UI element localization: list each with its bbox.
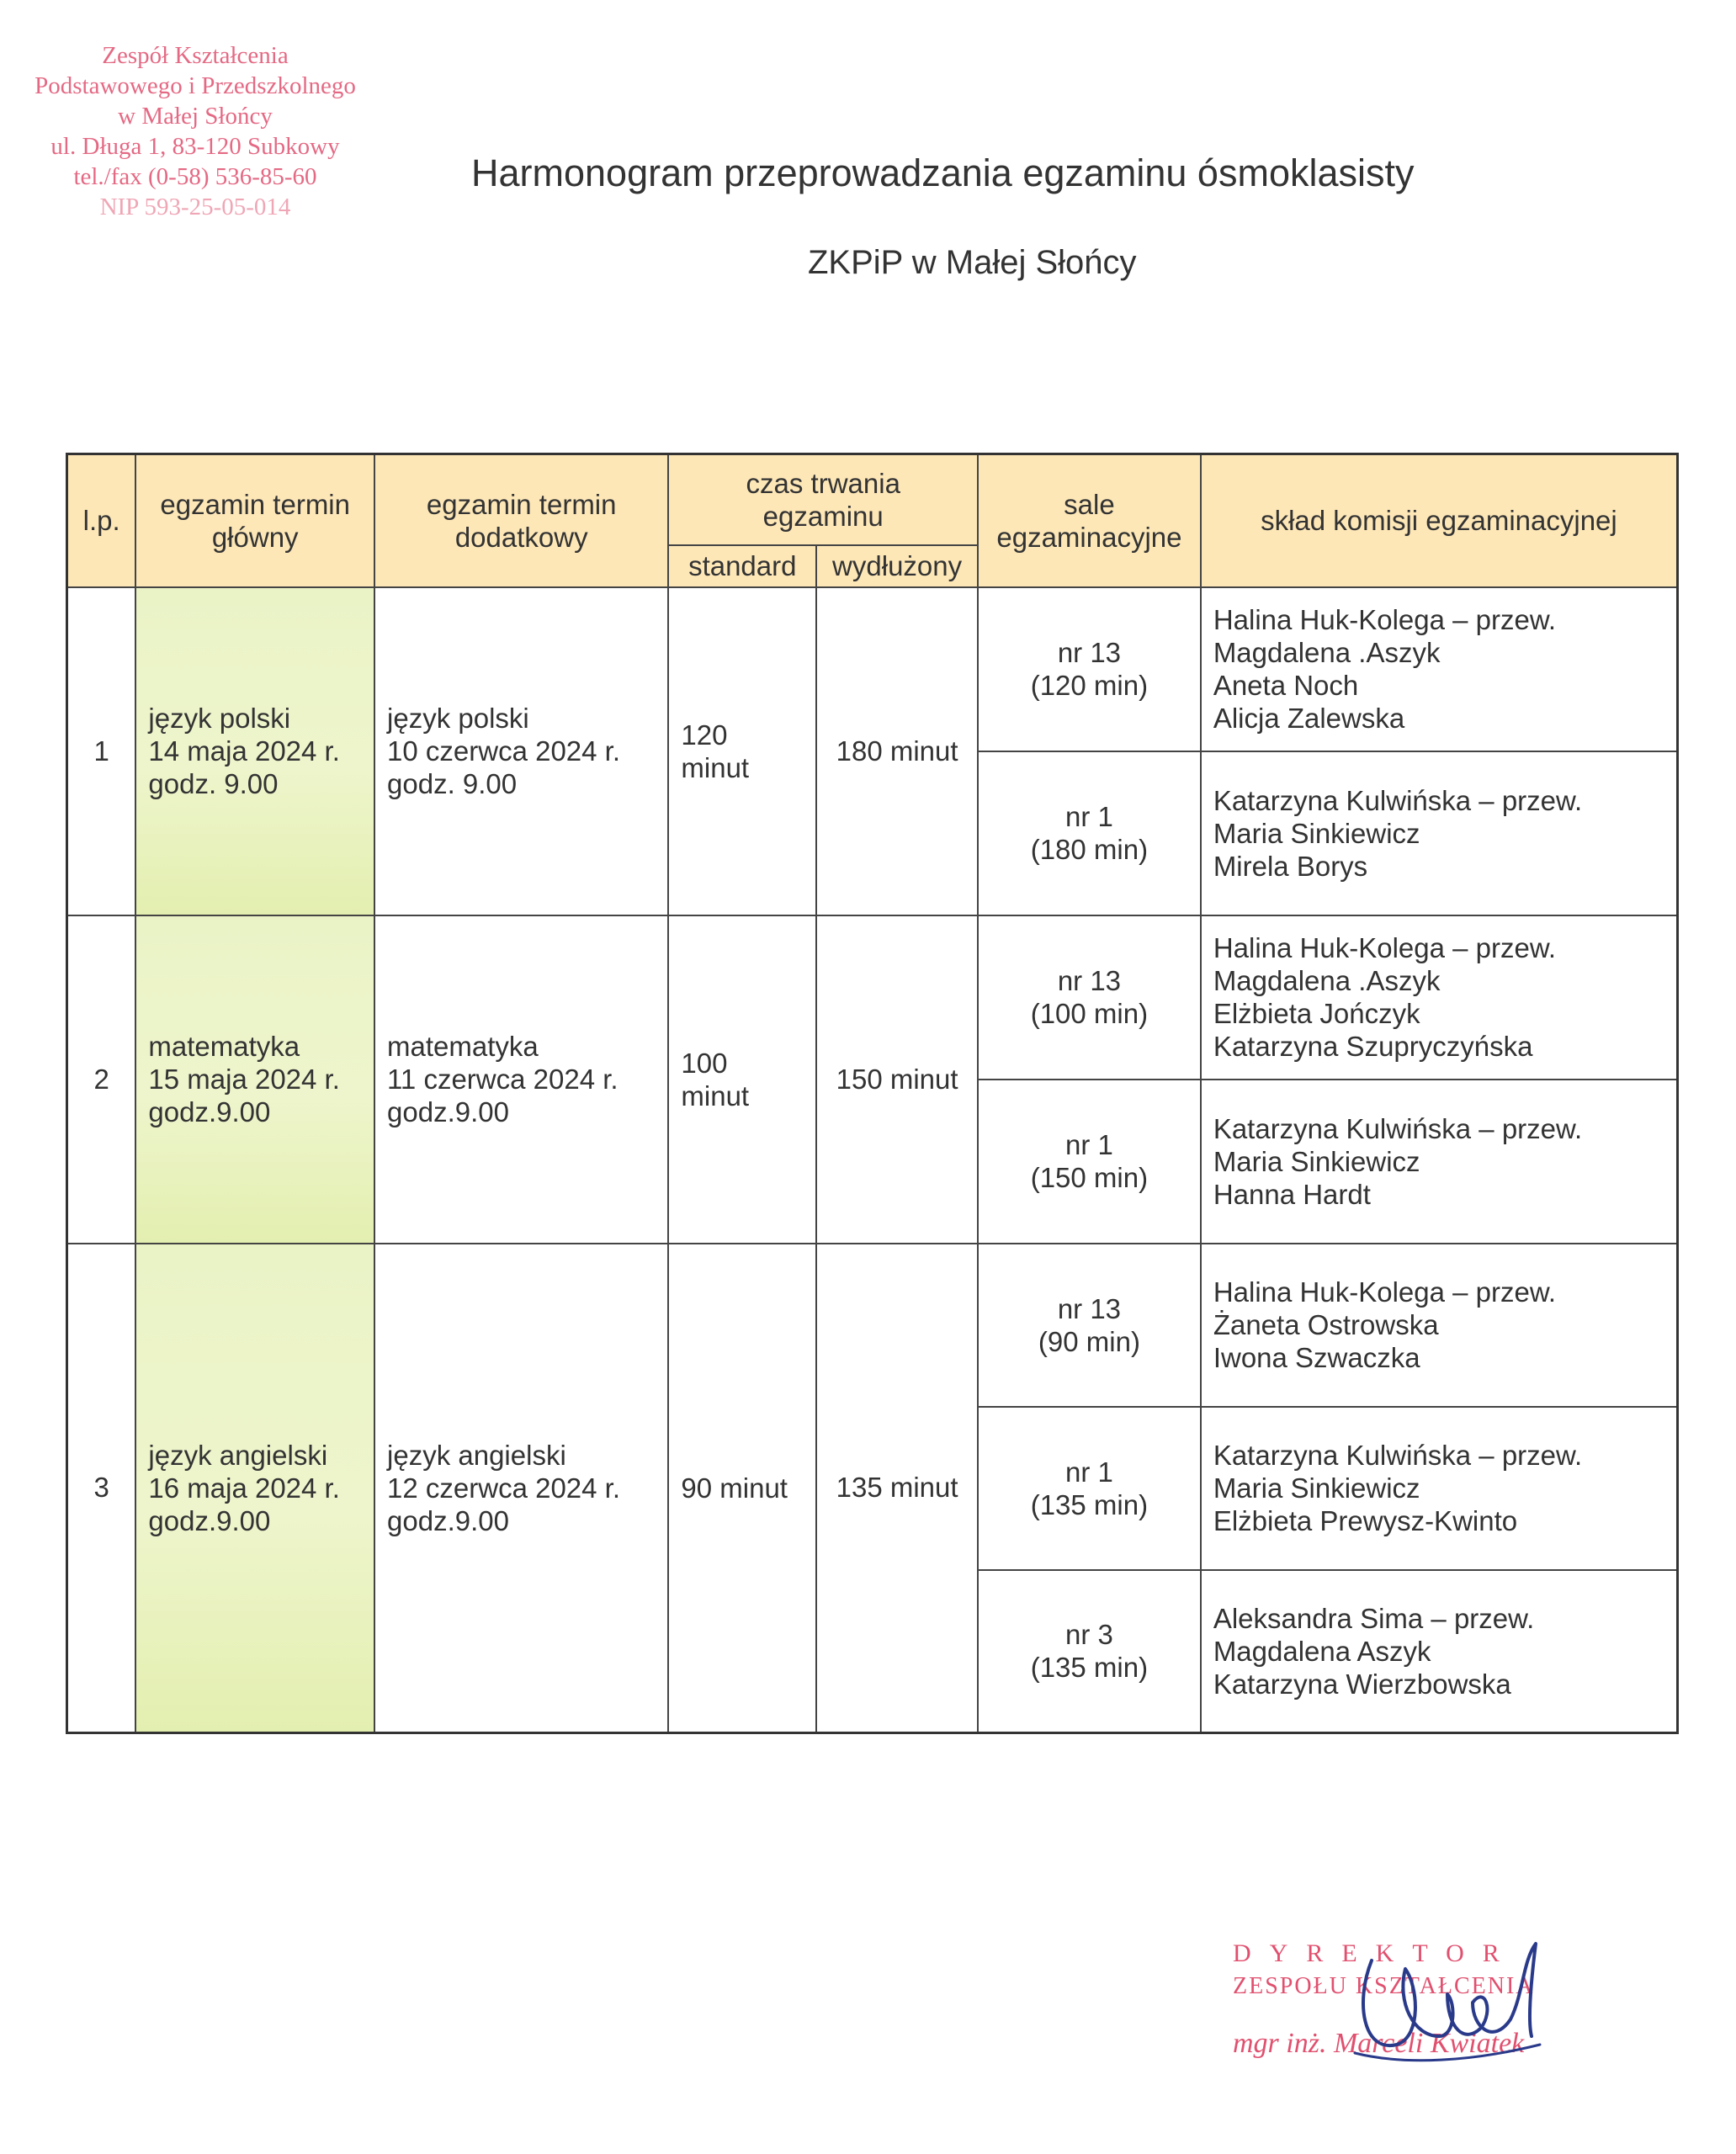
header-lp: l.p. — [67, 454, 136, 587]
extra-term-cell — [374, 915, 668, 1244]
cell-text: godz. 9.00 — [387, 768, 518, 799]
room-cell — [978, 1407, 1201, 1570]
cell-text: Magdalena .Aszyk — [1213, 965, 1441, 996]
header-text: dodatkowy — [454, 521, 588, 553]
cell-text: Elżbieta Jończyk — [1213, 998, 1420, 1029]
stamp-line: tel./fax (0-58) 536-85-60 — [73, 163, 317, 190]
cell-text: Żaneta Ostrowska — [1213, 1309, 1439, 1340]
committee-cell — [1201, 1570, 1678, 1733]
header-text: egzaminacyjne — [996, 521, 1182, 553]
cell-text: Katarzyna Kulwińska – przew. — [1213, 1112, 1583, 1144]
header-committee: skład komisji egzaminacyjnej — [1201, 454, 1678, 587]
committee-cell — [1201, 915, 1678, 1080]
extra-term-cell — [374, 587, 668, 915]
cell-text: (150 min) — [1030, 1162, 1149, 1193]
cell-text: Aneta Noch — [1213, 670, 1359, 701]
cell-text: 15 maja 2024 r. — [148, 1064, 340, 1095]
extended-duration-cell: 150 minut — [816, 915, 978, 1244]
cell-text: Alicja Zalewska — [1213, 703, 1405, 734]
cell-text: język polski — [387, 703, 529, 734]
standard-duration-cell — [668, 915, 816, 1244]
cell-text: Katarzyna Wierzbowska — [1213, 1668, 1511, 1700]
stamp-line: ul. Długa 1, 83-120 Subkowy — [50, 133, 340, 160]
cell-text: Hanna Hardt — [1213, 1178, 1371, 1210]
cell-text: nr 1 — [1064, 1456, 1113, 1488]
cell-text: Katarzyna Szupryczyńska — [1213, 1031, 1533, 1062]
row-lp: 1 — [67, 587, 136, 915]
director-stamp-title: DYREKTOR — [1233, 1939, 1518, 1967]
cell-text: Katarzyna Kulwińska – przew. — [1213, 784, 1583, 816]
cell-text: 11 czerwca 2024 r. — [387, 1064, 618, 1095]
cell-text: Maria Sinkiewicz — [1213, 1472, 1420, 1504]
cell-text: (135 min) — [1030, 1652, 1149, 1684]
cell-text: godz. 9.00 — [148, 768, 279, 799]
cell-text: nr 1 — [1064, 801, 1113, 832]
table-row — [67, 587, 1678, 751]
cell-text: (135 min) — [1030, 1488, 1149, 1520]
cell-text: matematyka — [148, 1031, 300, 1062]
cell-text: Aleksandra Sima – przew. — [1213, 1602, 1535, 1634]
table-row — [67, 915, 1678, 1080]
stamp-line: Zespół Kształcenia — [102, 42, 289, 69]
cell-text: Elżbieta Prewysz-Kwinto — [1213, 1505, 1518, 1536]
cell-text: Iwona Szwaczka — [1213, 1342, 1420, 1373]
cell-text: 90 minut — [681, 1472, 788, 1504]
header-text: egzamin termin — [426, 488, 617, 520]
extended-duration-cell: 180 minut — [816, 587, 978, 915]
cell-text: nr 13 — [1057, 637, 1122, 668]
room-cell — [978, 915, 1201, 1080]
cell-text: 100 — [681, 1047, 728, 1079]
cell-text: język angielski — [387, 1439, 566, 1471]
cell-text: (90 min) — [1038, 1325, 1140, 1357]
header-text: egzaminu — [762, 500, 884, 532]
cell-text: Maria Sinkiewicz — [1213, 817, 1420, 849]
cell-text: (100 min) — [1030, 998, 1149, 1029]
header-main-term — [135, 454, 374, 587]
stamp-line: w Małej Słońcy — [118, 103, 273, 130]
committee-cell — [1201, 751, 1678, 915]
stamp-line: NIP 593-25-05-014 — [99, 194, 291, 220]
handwritten-signature — [1338, 1910, 1590, 2095]
cell-text: nr 13 — [1057, 1292, 1122, 1324]
cell-text: godz.9.00 — [387, 1096, 509, 1127]
room-cell — [978, 1570, 1201, 1733]
cell-text: godz.9.00 — [148, 1504, 271, 1536]
cell-text: minut — [681, 751, 750, 783]
cell-text: (120 min) — [1030, 670, 1149, 701]
committee-cell — [1201, 1080, 1678, 1244]
cell-text: Halina Huk-Kolega – przew. — [1213, 1276, 1557, 1308]
header-text: sale — [1064, 488, 1115, 520]
header-standard: standard — [668, 545, 816, 587]
room-cell — [978, 751, 1201, 915]
cell-text: 120 — [681, 719, 728, 751]
header-rooms — [978, 454, 1201, 587]
cell-text: Halina Huk-Kolega – przew. — [1213, 932, 1557, 963]
director-stamp-institution: ZESPOŁU KSZTAŁCENIA — [1233, 1973, 1535, 1999]
header-text: egzamin termin — [160, 488, 350, 520]
cell-text: język polski — [148, 703, 291, 734]
cell-text: nr 3 — [1064, 1619, 1113, 1651]
page-title: Harmonogram przeprowadzania egzaminu ósmoklasisty — [471, 151, 1415, 194]
header-extended: wydłużony — [816, 545, 978, 587]
cell-text: (180 min) — [1030, 834, 1149, 865]
standard-duration-cell — [668, 1244, 816, 1733]
room-cell — [978, 587, 1201, 751]
cell-text: godz.9.00 — [387, 1504, 509, 1536]
row-lp: 2 — [67, 915, 136, 1244]
extra-term-cell — [374, 1244, 668, 1733]
cell-text: Magdalena .Aszyk — [1213, 637, 1441, 668]
stamp-line: Podstawowego i Przedszkolnego — [35, 72, 356, 99]
cell-text: Halina Huk-Kolega – przew. — [1213, 604, 1557, 635]
header-extra-term — [374, 454, 668, 587]
cell-text: 12 czerwca 2024 r. — [387, 1472, 621, 1504]
table-row — [67, 1244, 1678, 1407]
cell-text: godz.9.00 — [148, 1096, 271, 1127]
cell-text: nr 1 — [1064, 1129, 1113, 1160]
cell-text: język angielski — [148, 1439, 328, 1471]
exam-schedule-table — [66, 453, 1679, 1734]
director-stamp-name: mgr inż. Marceli Kwiatek — [1233, 2028, 1525, 2059]
page-subtitle: ZKPiP w Małej Słońcy — [808, 244, 1137, 281]
cell-text: nr 13 — [1057, 965, 1122, 996]
cell-text: Magdalena Aszyk — [1213, 1635, 1431, 1667]
cell-text: 14 maja 2024 r. — [148, 735, 340, 767]
committee-cell — [1201, 1244, 1678, 1407]
committee-cell — [1201, 1407, 1678, 1570]
extended-duration-cell: 135 minut — [816, 1244, 978, 1733]
row-lp: 3 — [67, 1244, 136, 1733]
cell-text: 10 czerwca 2024 r. — [387, 735, 621, 767]
main-term-cell — [135, 915, 374, 1244]
header-text: główny — [211, 521, 299, 553]
cell-text: Katarzyna Kulwińska – przew. — [1213, 1440, 1583, 1471]
room-cell — [978, 1080, 1201, 1244]
cell-text: minut — [681, 1080, 750, 1111]
header-text: czas trwania — [746, 467, 900, 499]
school-stamp — [19, 40, 372, 222]
standard-duration-cell — [668, 587, 816, 915]
cell-text: Maria Sinkiewicz — [1213, 1145, 1420, 1177]
main-term-cell — [135, 1244, 374, 1733]
table-header-row — [67, 454, 1678, 545]
cell-text: matematyka — [387, 1031, 539, 1062]
cell-text: Mirela Borys — [1213, 850, 1368, 882]
committee-cell — [1201, 587, 1678, 751]
cell-text: 16 maja 2024 r. — [148, 1472, 340, 1504]
main-term-cell — [135, 587, 374, 915]
header-duration — [668, 454, 978, 545]
room-cell — [978, 1244, 1201, 1407]
